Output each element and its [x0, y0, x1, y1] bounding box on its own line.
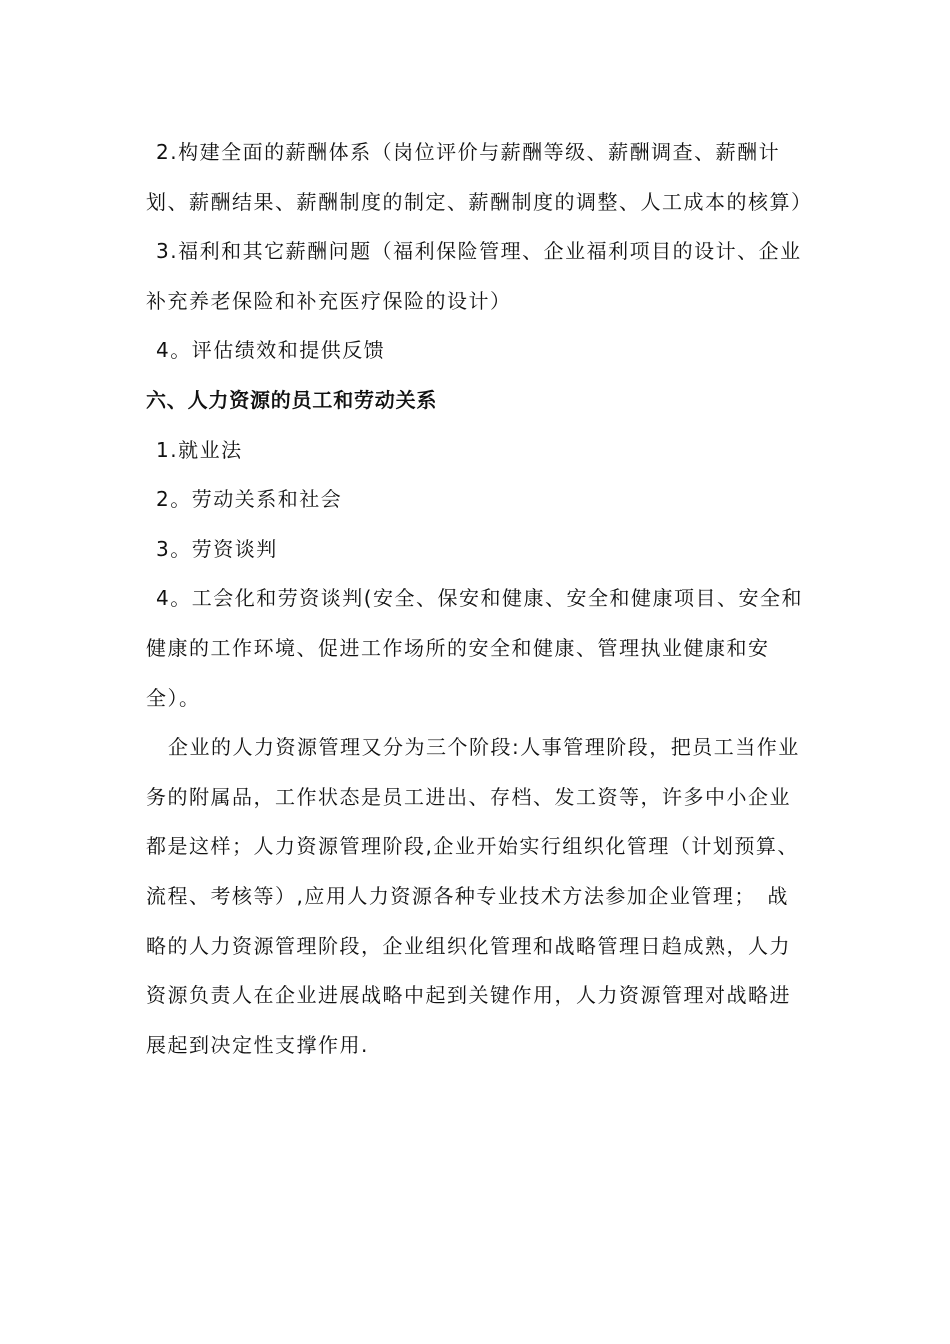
- paragraph-benefits: 3.福利和其它薪酬问题（福利保险管理、企业福利项目的设计、企业补充养老保险和补充医疗保险的设计）: [146, 239, 802, 313]
- paragraph-negotiation: 3。劳资谈判: [156, 536, 278, 561]
- paragraph-performance: 4。评估绩效和提供反馈: [156, 338, 386, 363]
- document-body: [146, 128, 813, 1070]
- paragraph-union-safety: 4。工会化和劳资谈判(安全、保安和健康、安全和健康项目、安全和健康的工作环境、促进工作场所的安全和健康、管理执业健康和安全）。: [146, 586, 804, 710]
- paragraph-labor-society: 2。劳动关系和社会: [156, 487, 343, 512]
- paragraph-hr-stages: 企业的人力资源管理又分为三个阶段:人事管理阶段，把员工当作业务的附属品，工作状态是员工进出、存档、发工资等，许多中小企业都是这样；人力资源管理阶段,企业开始实行组织化管理（计划预算、流程、考核等）,应用人力资源各种专业技术方法参加企业管理； 战略的人力资源管理阶段，企业组织化管理和战略管理日趋成熟，人力资源负责人在企业进展战略中起到关键作用，人力资源管理对战略进展起到决定性支撑作用.: [146, 735, 800, 1057]
- section-heading-labor-relations: 六、人力资源的员工和劳动关系: [146, 387, 438, 412]
- paragraph-salary-system: 2.构建全面的薪酬体系（岗位评价与薪酬等级、薪酬调查、薪酬计划、薪酬结果、薪酬制度的制定、薪酬制度的调整、人工成本的核算）: [146, 140, 813, 214]
- paragraph-employment-law: 1.就业法: [156, 437, 243, 462]
